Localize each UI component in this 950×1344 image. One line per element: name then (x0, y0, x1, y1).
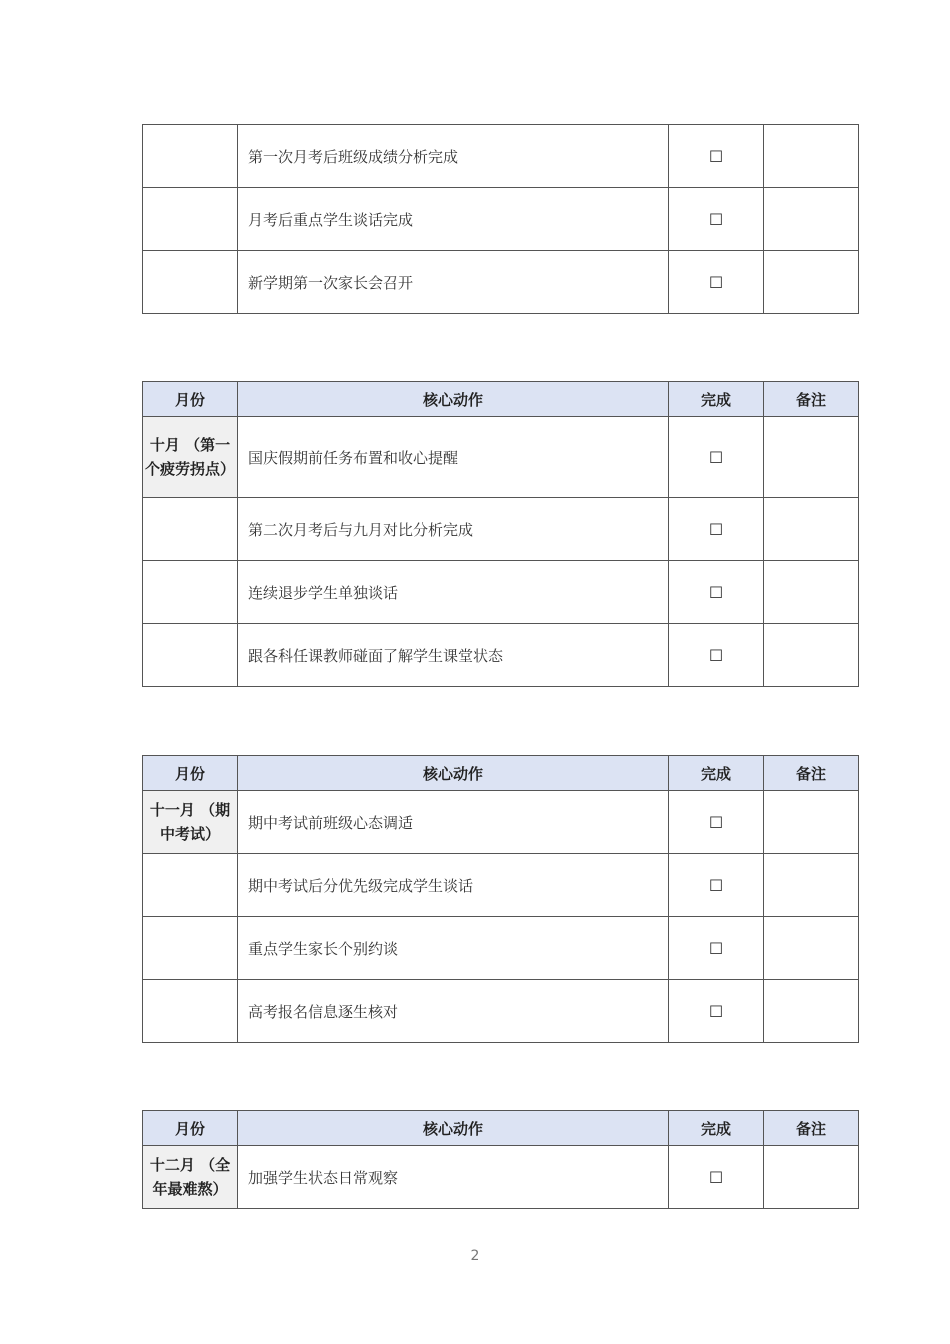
action-cell: 高考报名信息逐生核对 (238, 980, 669, 1043)
month-cell (143, 251, 238, 314)
note-cell[interactable] (764, 561, 859, 624)
action-cell: 月考后重点学生谈话完成 (238, 188, 669, 251)
header-note: 备注 (764, 1111, 859, 1146)
note-cell[interactable] (764, 980, 859, 1043)
month-cell: 十月 （第一个疲劳拐点） (143, 417, 238, 498)
page-number: 2 (470, 1248, 480, 1264)
action-cell: 加强学生状态日常观察 (238, 1146, 669, 1209)
done-checkbox[interactable]: ☐ (669, 188, 764, 251)
note-cell[interactable] (764, 1146, 859, 1209)
action-cell: 第二次月考后与九月对比分析完成 (238, 498, 669, 561)
action-cell: 国庆假期前任务布置和收心提醒 (238, 417, 669, 498)
table-row (143, 251, 859, 314)
note-cell[interactable] (764, 251, 859, 314)
note-cell[interactable] (764, 854, 859, 917)
note-cell[interactable] (764, 624, 859, 687)
header-done: 完成 (669, 1111, 764, 1146)
action-cell: 期中考试前班级心态调适 (238, 791, 669, 854)
month-cell: 十一月 （期中考试） (143, 791, 238, 854)
table-row (143, 980, 859, 1043)
month-cell (143, 125, 238, 188)
month-cell (143, 980, 238, 1043)
header-note: 备注 (764, 382, 859, 417)
table-row (143, 624, 859, 687)
header-month: 月份 (143, 756, 238, 791)
header-action: 核心动作 (238, 1111, 669, 1146)
note-cell[interactable] (764, 417, 859, 498)
table-row (143, 917, 859, 980)
checklist-table-october (142, 381, 859, 687)
done-checkbox[interactable]: ☐ (669, 1146, 764, 1209)
table-header-row (143, 756, 859, 791)
month-cell (143, 498, 238, 561)
table-row (143, 188, 859, 251)
note-cell[interactable] (764, 791, 859, 854)
note-cell[interactable] (764, 188, 859, 251)
done-checkbox[interactable]: ☐ (669, 251, 764, 314)
header-action: 核心动作 (238, 756, 669, 791)
action-cell: 新学期第一次家长会召开 (238, 251, 669, 314)
table-header-row (143, 1111, 859, 1146)
month-cell (143, 917, 238, 980)
done-checkbox[interactable]: ☐ (669, 125, 764, 188)
done-checkbox[interactable]: ☐ (669, 980, 764, 1043)
month-cell: 十二月 （全年最难熬） (143, 1146, 238, 1209)
done-checkbox[interactable]: ☐ (669, 417, 764, 498)
table-row (143, 498, 859, 561)
checklist-table-december (142, 1110, 859, 1209)
action-cell: 第一次月考后班级成绩分析完成 (238, 125, 669, 188)
note-cell[interactable] (764, 125, 859, 188)
action-cell: 重点学生家长个别约谈 (238, 917, 669, 980)
header-note: 备注 (764, 756, 859, 791)
table-row (143, 1146, 859, 1209)
header-done: 完成 (669, 756, 764, 791)
month-cell (143, 188, 238, 251)
action-cell: 期中考试后分优先级完成学生谈话 (238, 854, 669, 917)
table-row (143, 561, 859, 624)
table-row (143, 791, 859, 854)
table-row (143, 854, 859, 917)
table-header-row (143, 382, 859, 417)
done-checkbox[interactable]: ☐ (669, 917, 764, 980)
month-cell (143, 561, 238, 624)
action-cell: 连续退步学生单独谈话 (238, 561, 669, 624)
header-done: 完成 (669, 382, 764, 417)
header-action: 核心动作 (238, 382, 669, 417)
note-cell[interactable] (764, 917, 859, 980)
checklist-table-november (142, 755, 859, 1043)
table-row (143, 417, 859, 498)
header-month: 月份 (143, 382, 238, 417)
done-checkbox[interactable]: ☐ (669, 498, 764, 561)
month-cell (143, 854, 238, 917)
month-cell (143, 624, 238, 687)
header-month: 月份 (143, 1111, 238, 1146)
done-checkbox[interactable]: ☐ (669, 624, 764, 687)
done-checkbox[interactable]: ☐ (669, 561, 764, 624)
checklist-table-september-continued (142, 124, 859, 314)
note-cell[interactable] (764, 498, 859, 561)
done-checkbox[interactable]: ☐ (669, 854, 764, 917)
action-cell: 跟各科任课教师碰面了解学生课堂状态 (238, 624, 669, 687)
table-row (143, 125, 859, 188)
done-checkbox[interactable]: ☐ (669, 791, 764, 854)
